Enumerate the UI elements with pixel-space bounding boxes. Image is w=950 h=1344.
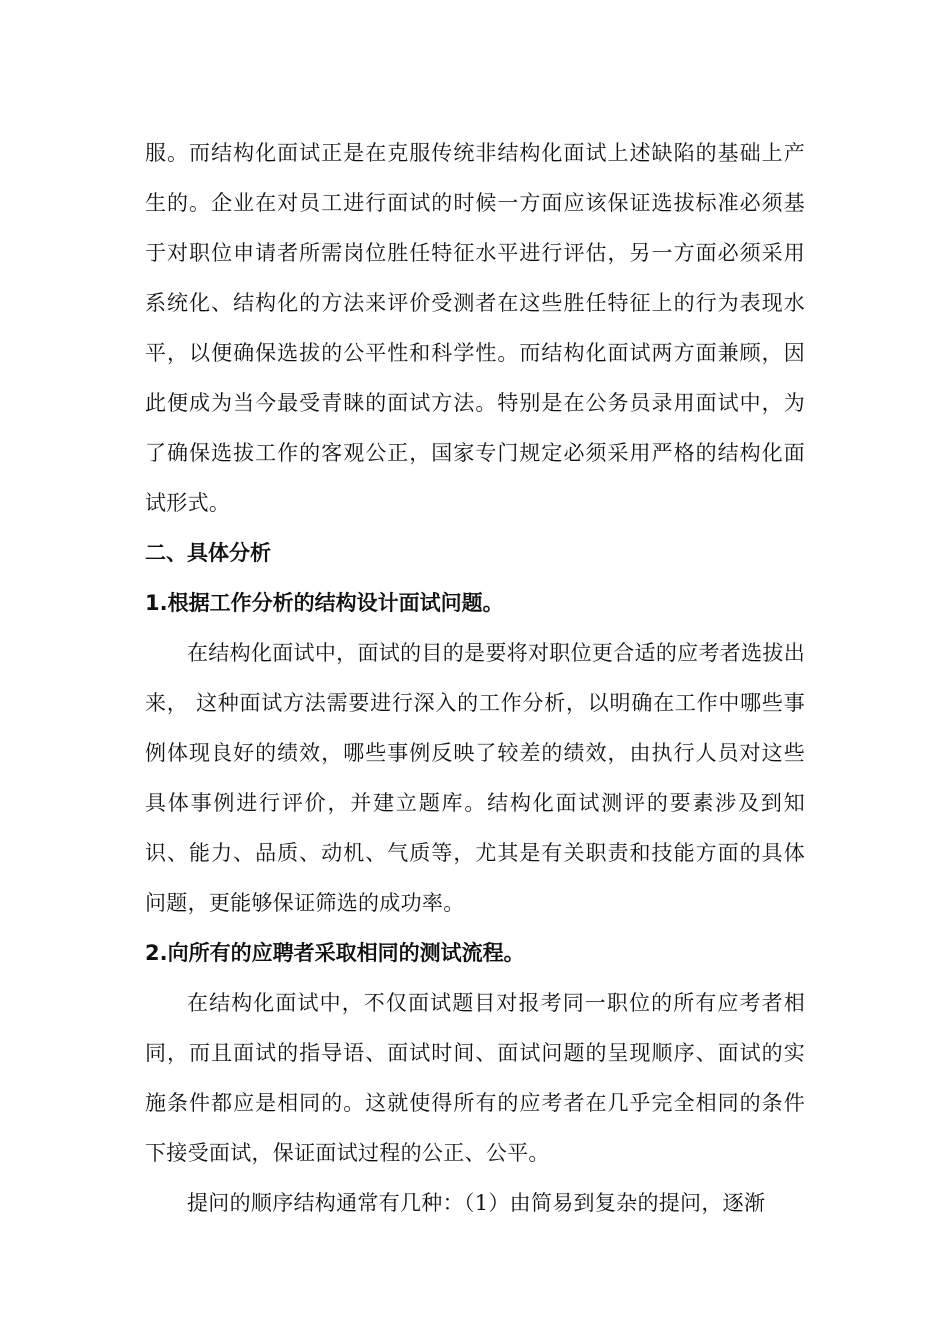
paragraph-job-analysis: 在结构化面试中，面试的目的是要将对职位更合适的应考者选拔出来， 这种面试方法需要进行深入的工作分析，以明确在工作中哪些事例体现良好的绩效，哪些事例反映了较差的绩效，由执行人员对这些具体事例进行评价，并建立题库。结构化面试测评的要素涉及到知识、能力、品质、动机、气质等，尤其是有关职责和技能方面的具体问题，更能够保证筛选的成功率。 [145, 641, 805, 915]
document-page [145, 128, 805, 1228]
paragraph-question-order: 提问的顺序结构通常有几种：（1）由简易到复杂的提问，逐渐 [187, 1191, 766, 1215]
section-heading-analysis: 二、具体分析 [145, 541, 271, 565]
paragraph-same-process: 在结构化面试中，不仅面试题目对报考同一职位的所有应考者相同，而且面试的指导语、面试时间、面试问题的呈现顺序、面试的实施条件都应是相同的。这就使得所有的应考者在几乎完全相同的条件下接受面试，保证面试过程的公正、公平。 [145, 991, 805, 1165]
subheading-2: 2.向所有的应聘者采取相同的测试流程。 [145, 941, 525, 965]
subheading-1: 1.根据工作分析的结构设计面试问题。 [145, 591, 504, 615]
paragraph-intro-continuation: 服。而结构化面试正是在克服传统非结构化面试上述缺陷的基础上产生的。企业在对员工进行面试的时候一方面应该保证选拔标准必须基于对职位申请者所需岗位胜任特征水平进行评估，另一方面必须采用系统化、结构化的方法来评价受测者在这些胜任特征上的行为表现水平，以便确保选拔的公平性和科学性。而结构化面试两方面兼顾，因此便成为当今最受青睐的面试方法。特别是在公务员录用面试中，为了确保选拔工作的客观公正，国家专门规定必须采用严格的结构化面试形式。 [145, 141, 805, 515]
